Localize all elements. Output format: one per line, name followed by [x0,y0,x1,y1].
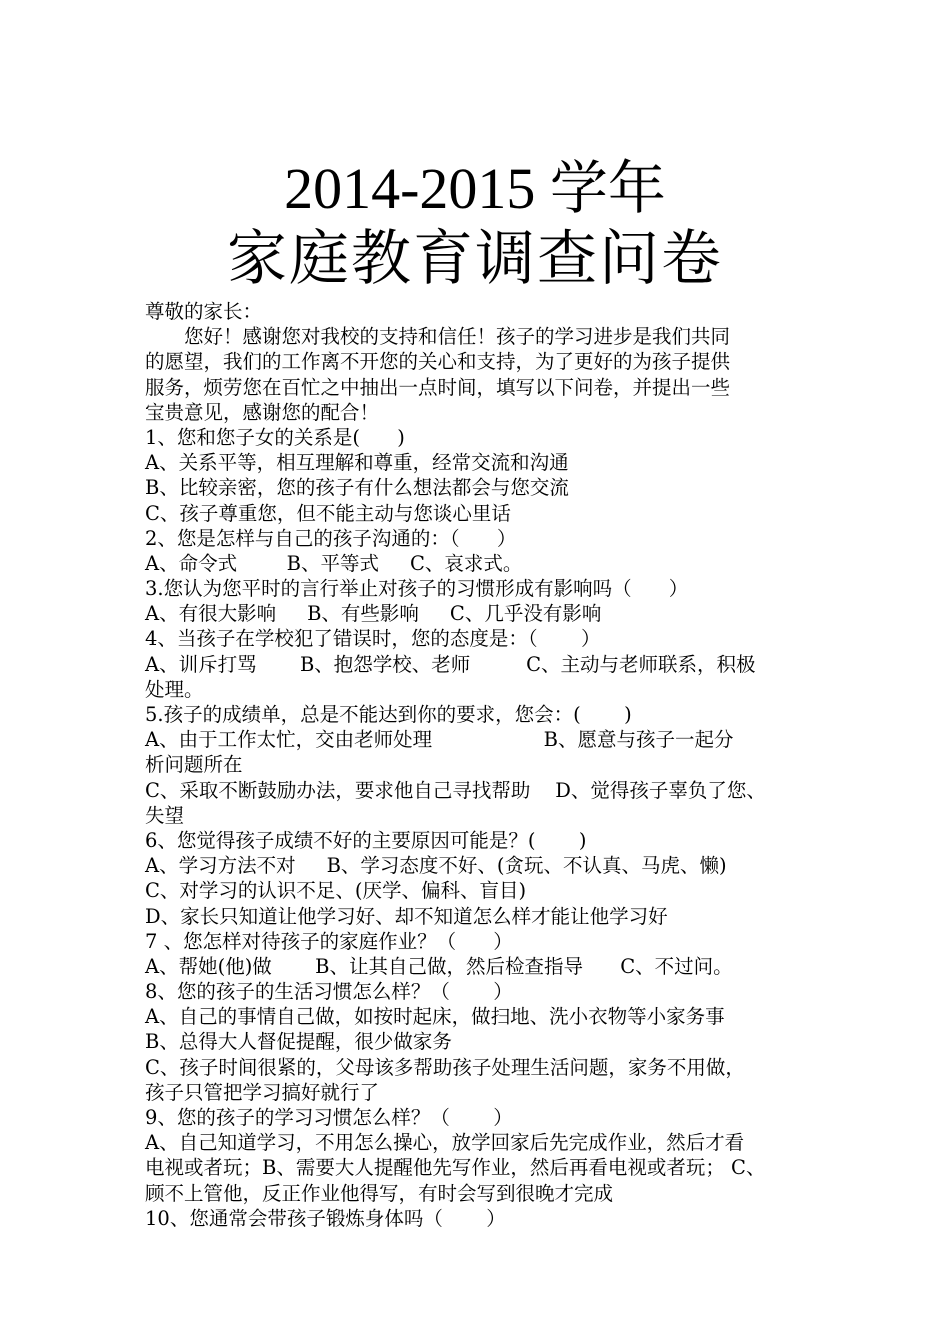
option-line: D、家长只知道让他学习好、却不知道怎么样才能让他学习好 [145,904,668,928]
option-line: 析问题所在 [145,753,243,777]
option-line: 电视或者玩；B、需要大人提醒他先写作业，然后再看电视或者玩； C、 [145,1156,766,1180]
title-main: 家庭教育调查问卷 [227,226,723,292]
option-line: B、比较亲密，您的孩子有什么想法都会与您交流 [145,476,569,500]
intro-line: 服务，烦劳您在百忙之中抽出一点时间，填写以下问卷，并提出一些 [145,375,731,399]
option-line: 顾不上管他，反正作业他得写，有时会写到很晚才完成 [145,1181,614,1205]
option-line: A、自己的事情自己做，如按时起床，做扫地、洗小衣物等小家务事 [145,1005,725,1029]
option-line: A、关系平等，相互理解和尊重，经常交流和沟通 [145,451,569,475]
option-line: A、学习方法不对 B、学习态度不好、(贪玩、不认真、马虎、懒) [145,854,727,878]
option-line: A、命令式 B、平等式 C、哀求式。 [145,551,523,575]
question-8: 8、您的孩子的生活习惯怎么样？（ ） [145,980,513,1004]
option-line: C、孩子尊重您，但不能主动与您谈心里话 [145,501,511,525]
option-line: C、对学习的认识不足、(厌学、偏科、盲目) [145,879,527,903]
salutation: 尊敬的家长： [145,300,263,323]
question-6: 6、您觉得孩子成绩不好的主要原因可能是？( ) [145,828,587,852]
option-line: A、帮她(他)做 B、让其自己做，然后检查指导 C、不过问。 [145,954,733,978]
option-line: A、有很大影响 B、有些影响 C、几乎没有影响 [145,602,602,626]
question-4: 4、当孩子在学校犯了错误时，您的态度是：（ ） [145,627,601,651]
title-year: 2014-2015 学年 [284,156,666,221]
question-7: 7 、您怎样对待孩子的家庭作业？（ ） [145,929,513,953]
option-line: A、训斥打骂 B、抱怨学校、老师 C、主动与老师联系，积极 [145,652,756,676]
questionnaire-body [145,299,825,1231]
question-10: 10、您通常会带孩子锻炼身体吗（ ） [145,1206,506,1230]
option-line: 孩子只管把学习搞好就行了 [145,1080,380,1104]
option-line: B、总得大人督促提醒，很少做家务 [145,1030,452,1054]
option-line: C、孩子时间很紧的，父母该多帮助孩子处理生活问题，家务不用做， [145,1055,745,1079]
option-line: C、采取不断鼓励办法，要求他自己寻找帮助 D、觉得孩子辜负了您、 [145,778,766,802]
question-2: 2、您是怎样与自己的孩子沟通的：（ ） [145,526,517,550]
question-3: 3.您认为您平时的言行举止对孩子的习惯形成有影响吗（ ） [145,577,689,601]
option-line: A、自己知道学习，不用怎么操心，放学回家后先完成作业，然后才看 [145,1131,745,1155]
option-line: 失望 [145,803,185,827]
option-line: A、由于工作太忙，交由老师处理 B、愿意与孩子一起分 [145,728,734,752]
question-1: 1、您和您子女的关系是( ) [145,425,405,449]
option-line: 处理。 [145,677,204,701]
question-9: 9、您的孩子的学习习惯怎么样？（ ） [145,1106,513,1129]
intro-line: 宝贵意见，感谢您的配合！ [145,400,380,424]
intro-line: 的愿望，我们的工作离不开您的关心和支持，为了更好的为孩子提供 [145,350,731,374]
intro-line: 您好！感谢您对我校的支持和信任！孩子的学习进步是我们共同 [184,325,731,349]
question-5: 5.孩子的成绩单，总是不能达到你的要求，您会：( ) [145,703,632,726]
